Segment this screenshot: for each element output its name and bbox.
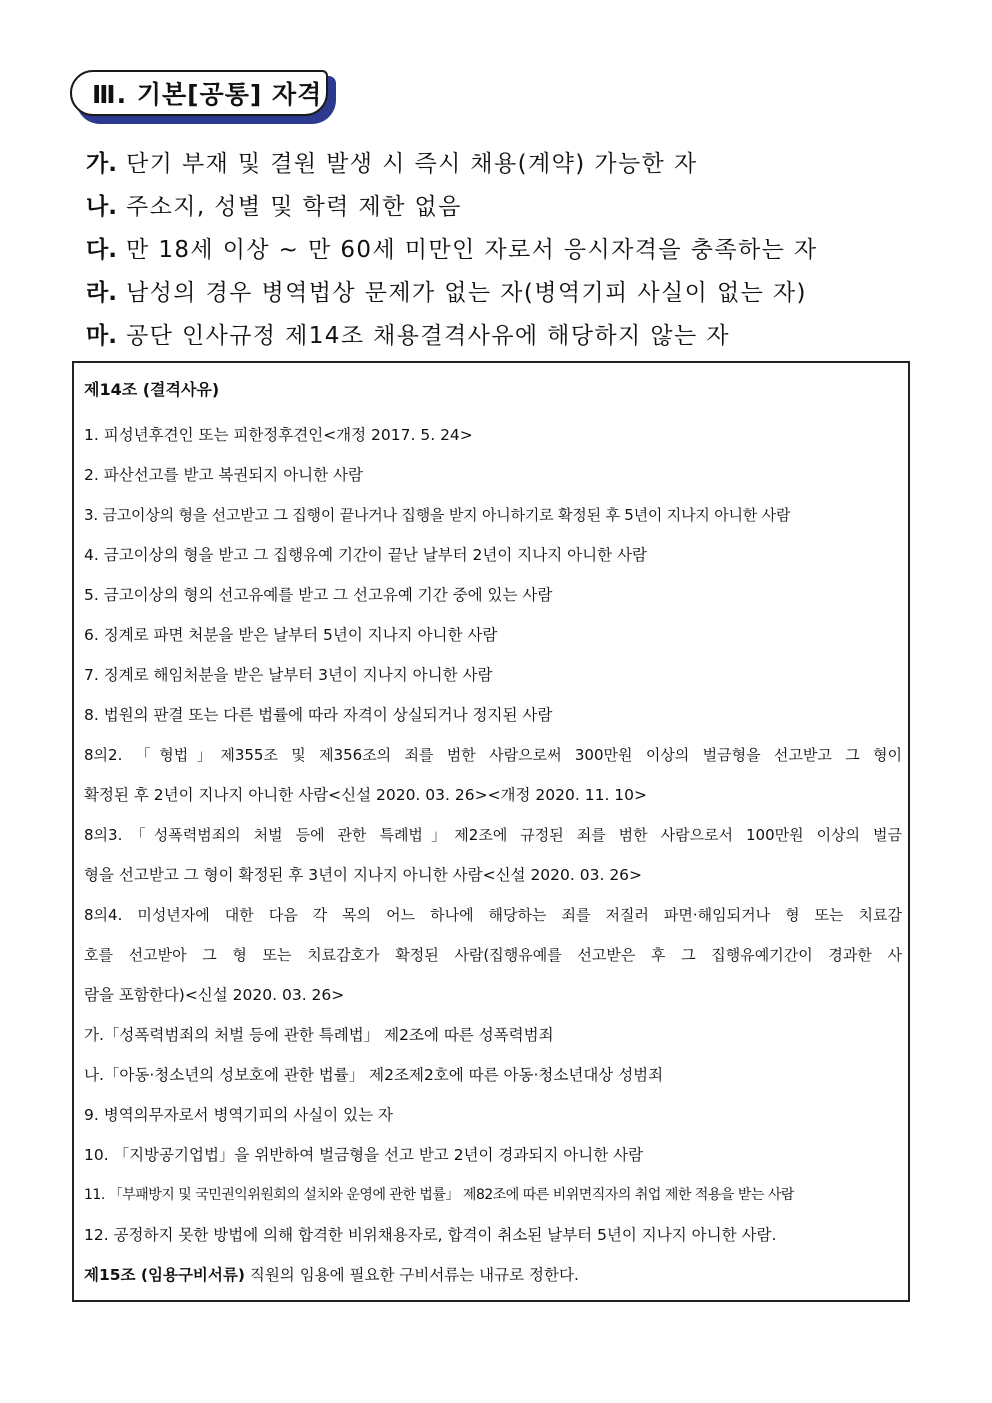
qualification-mark: 나. <box>86 194 117 220</box>
section-header-box <box>70 70 328 116</box>
qualification-item <box>86 140 818 183</box>
qualification-text: 공단 인사규정 제14조 채용결격사유에 해당하지 않는 자 <box>126 323 730 349</box>
rule-line: 4. 금고이상의 형을 받고 그 집행유예 기간이 끝난 날부터 2년이 지나지 아니한 사람 <box>84 546 647 564</box>
qualification-text: 주소지, 성별 및 학력 제한 없음 <box>126 194 462 220</box>
rule-line: 8의4. 미성년자에 대한 다음 각 목의 어느 하나에 해당하는 죄를 저질러 파면·해임되거나 형 또는 치료감 <box>84 906 902 924</box>
rule-line: 6. 징계로 파면 처분을 받은 날부터 5년이 지나지 아니한 사람 <box>84 626 498 644</box>
qualification-item <box>86 312 818 355</box>
article15-label: 제15조 (임용구비서류) <box>84 1266 245 1284</box>
article15-text: 직원의 임용에 필요한 구비서류는 내규로 정한다. <box>244 1266 579 1284</box>
rule-line: 1. 피성년후견인 또는 피한정후견인<개정 2017. 5. 24> <box>84 426 473 444</box>
rule-line: 12. 공정하지 못한 방법에 의해 합격한 비위채용자로, 합격이 취소된 날부터 5년이 지나지 아니한 사람. <box>84 1226 777 1244</box>
section-title: Ⅲ. 기본[공통] 자격 <box>92 80 323 109</box>
qualification-text: 남성의 경우 병역법상 문제가 없는 자(병역기피 사실이 없는 자) <box>126 280 807 306</box>
qualification-item <box>86 269 818 312</box>
rule-line: 9. 병역의무자로서 병역기피의 사실이 있는 자 <box>84 1106 393 1124</box>
rule-line: 7. 징계로 해임처분을 받은 날부터 3년이 지나지 아니한 사람 <box>84 666 493 684</box>
rule-line: 람을 포함한다)<신설 2020. 03. 26> <box>84 986 345 1004</box>
qualification-mark: 마. <box>86 323 117 349</box>
rule-line: 8의3.「성폭력범죄의 처벌 등에 관한 특례법」제2조에 규정된 죄를 범한 사람으로서 100만원 이상의 벌금 <box>84 826 902 844</box>
qualification-mark: 가. <box>86 151 117 177</box>
section-header <box>70 70 338 126</box>
rule-line: 호를 선고받아 그 형 또는 치료감호가 확정된 사람(집행유예를 선고받은 후 그 집행유예기간이 경과한 사 <box>84 946 902 964</box>
rules-content <box>84 375 902 1295</box>
qualification-text: 단기 부재 및 결원 발생 시 즉시 채용(계약) 가능한 자 <box>126 151 698 177</box>
qualification-item <box>86 183 818 226</box>
rule-line: 나.「아동·청소년의 성보호에 관한 법률」 제2조제2호에 따른 아동·청소년대상 성범죄 <box>84 1066 664 1084</box>
rule-line: 11. 「부패방지 및 국민권익위원회의 설치와 운영에 관한 법률」 제82조에 따른 비위면직자의 취업 제한 적용을 받는 사람 <box>84 1187 794 1203</box>
rule-line: 8의2. 「형법」제355조 및 제356조의 죄를 범한 사람으로써 300만원 이상의 벌금형을 선고받고 그 형이 <box>84 746 902 764</box>
article15-line <box>84 1255 902 1295</box>
qualification-mark: 라. <box>86 280 117 306</box>
qualification-item <box>86 226 818 269</box>
disqualification-rules-box <box>72 361 910 1302</box>
rule-line: 가.「성폭력범죄의 처벌 등에 관한 특례법」 제2조에 따른 성폭력범죄 <box>84 1026 554 1044</box>
qualification-text: 만 18세 이상 ~ 만 60세 미만인 자로서 응시자격을 충족하는 자 <box>126 237 818 263</box>
rule-line: 2. 파산선고를 받고 복권되지 아니한 사람 <box>84 466 363 484</box>
rules-heading: 제14조 (결격사유) <box>84 380 220 399</box>
rule-line: 확정된 후 2년이 지나지 아니한 사람<신설 2020. 03. 26><개정 2020. 11. 10> <box>84 786 648 804</box>
qualification-mark: 다. <box>86 237 117 263</box>
rule-line: 5. 금고이상의 형의 선고유예를 받고 그 선고유예 기간 중에 있는 사람 <box>84 586 553 604</box>
rule-line: 8. 법원의 판결 또는 다른 법률에 따라 자격이 상실되거나 정지된 사람 <box>84 706 553 724</box>
rule-line: 형을 선고받고 그 형이 확정된 후 3년이 지나지 아니한 사람<신설 2020. 03. 26> <box>84 866 643 884</box>
rule-line: 10. 「지방공기업법」을 위반하여 벌금형을 선고 받고 2년이 경과되지 아니한 사람 <box>84 1146 644 1164</box>
rule-line: 3. 금고이상의 형을 선고받고 그 집행이 끝나거나 집행을 받지 아니하기로 확정된 후 5년이 지나지 아니한 사람 <box>84 506 791 524</box>
qualification-list <box>86 140 818 355</box>
